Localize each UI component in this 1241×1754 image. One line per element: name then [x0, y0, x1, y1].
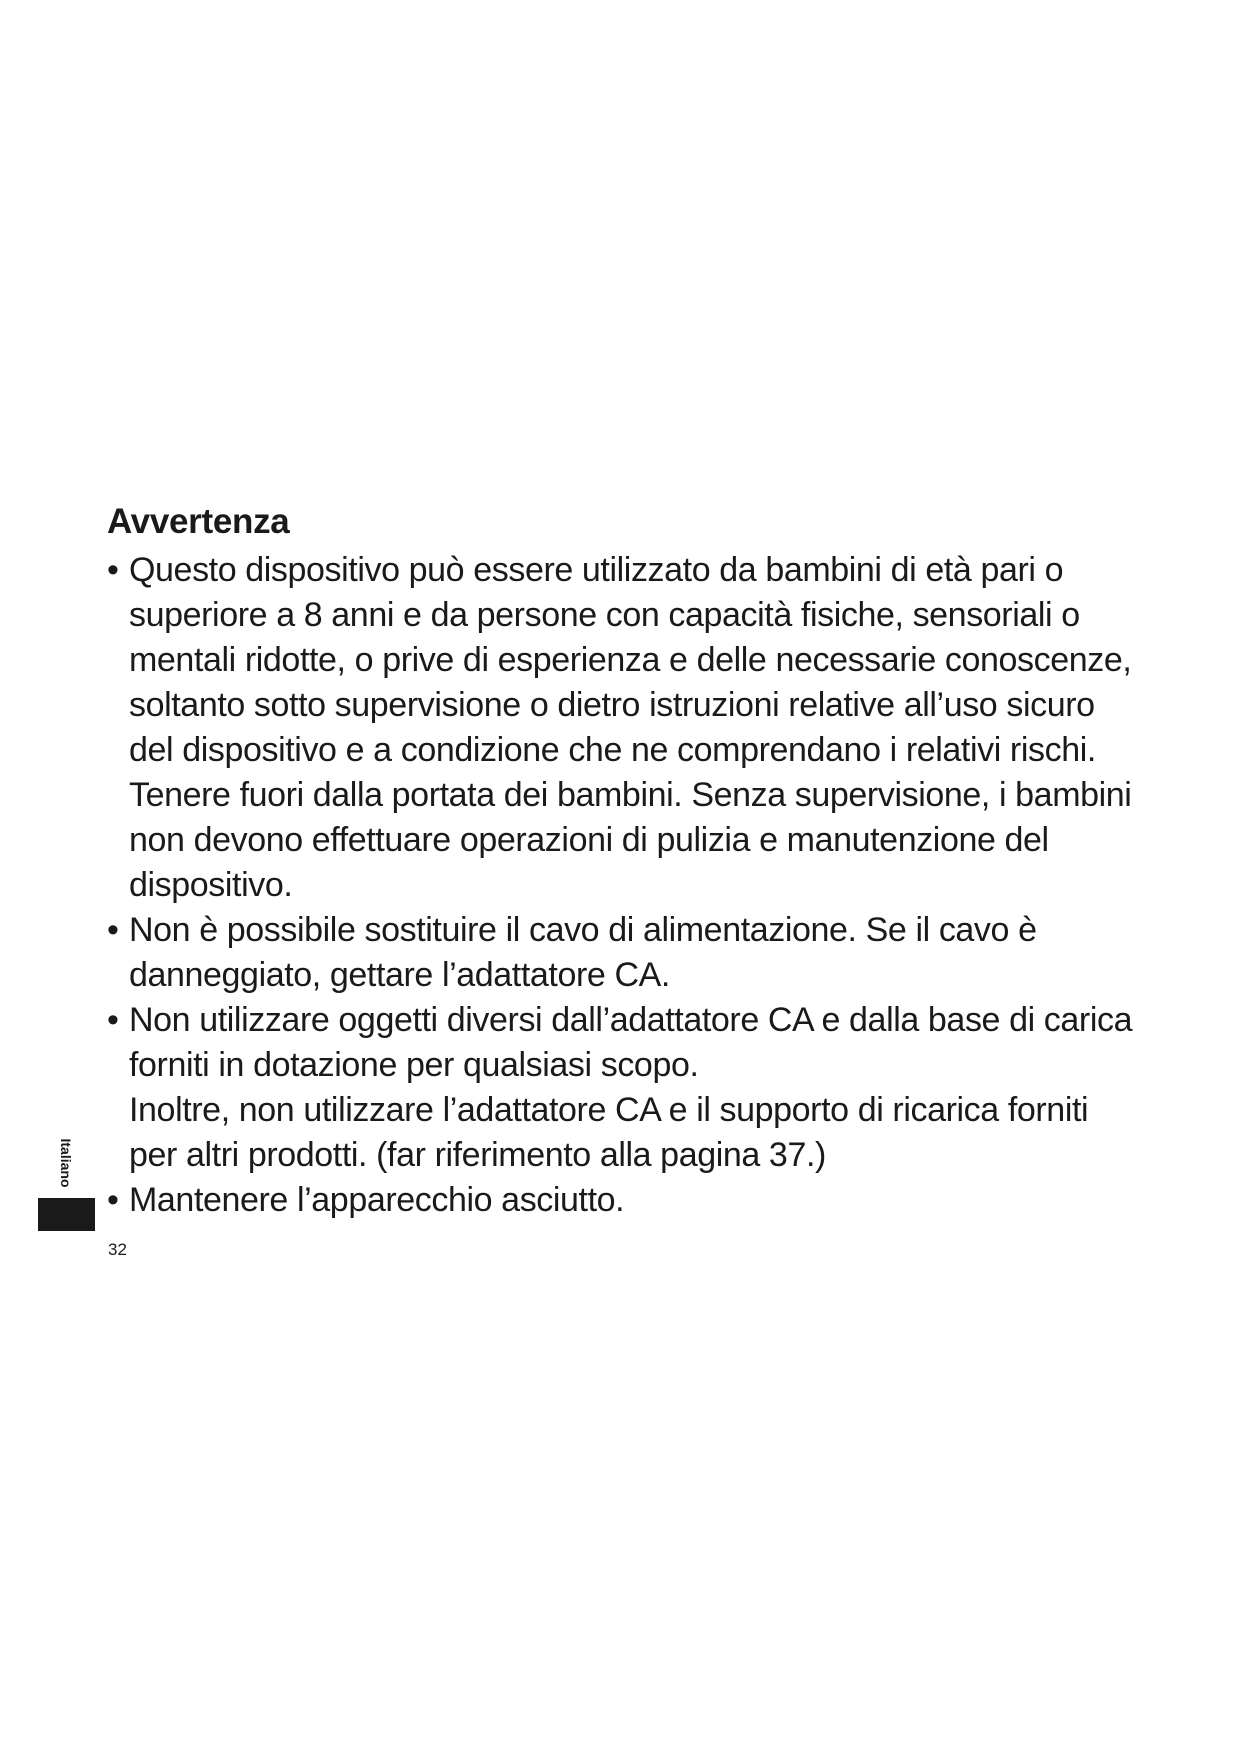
bullet-icon: •: [107, 911, 119, 949]
warning-list: [107, 548, 1137, 1223]
item-text: Questo dispositivo può essere utilizzato da bambini di età pari o superiore a 8 anni e da persone con capacità fisiche, sensoriali o mentali ridotte, o prive di esperienza e delle necessarie conoscenze, soltanto sotto supervisione o dietro istruzioni relative all’uso sicuro del dispositivo e a condizione che ne comprendano i relativi rischi. Tenere fuori dalla portata dei bambini. Senza supervisione, i bambini non devono effettuare operazioni di pulizia e manutenzione del dispositivo.: [129, 551, 1132, 904]
warning-section: [107, 500, 1137, 1223]
language-label: Italiano: [58, 1138, 74, 1188]
language-tab-marker: [38, 1198, 95, 1231]
item-text: Non utilizzare oggetti diversi dall’adattatore CA e dalla base di carica forniti in dotazione per qualsiasi scopo.: [129, 1001, 1133, 1084]
section-heading: Avvertenza: [107, 502, 290, 541]
bullet-icon: •: [107, 551, 119, 589]
list-item: [107, 998, 1137, 1178]
item-text-continuation: Inoltre, non utilizzare l’adattatore CA e il supporto di ricarica forniti per altri prodotti. (far riferimento alla pagina 37.): [129, 1091, 1089, 1174]
page-number: 32: [108, 1240, 127, 1259]
list-item: [107, 908, 1137, 998]
item-text: Mantenere l’apparecchio asciutto.: [129, 1181, 625, 1219]
bullet-icon: •: [107, 1001, 119, 1039]
list-item: [107, 1178, 1137, 1223]
list-item: [107, 548, 1137, 908]
bullet-icon: •: [107, 1181, 119, 1219]
item-text: Non è possibile sostituire il cavo di alimentazione. Se il cavo è danneggiato, gettare l’adattatore CA.: [129, 911, 1037, 994]
